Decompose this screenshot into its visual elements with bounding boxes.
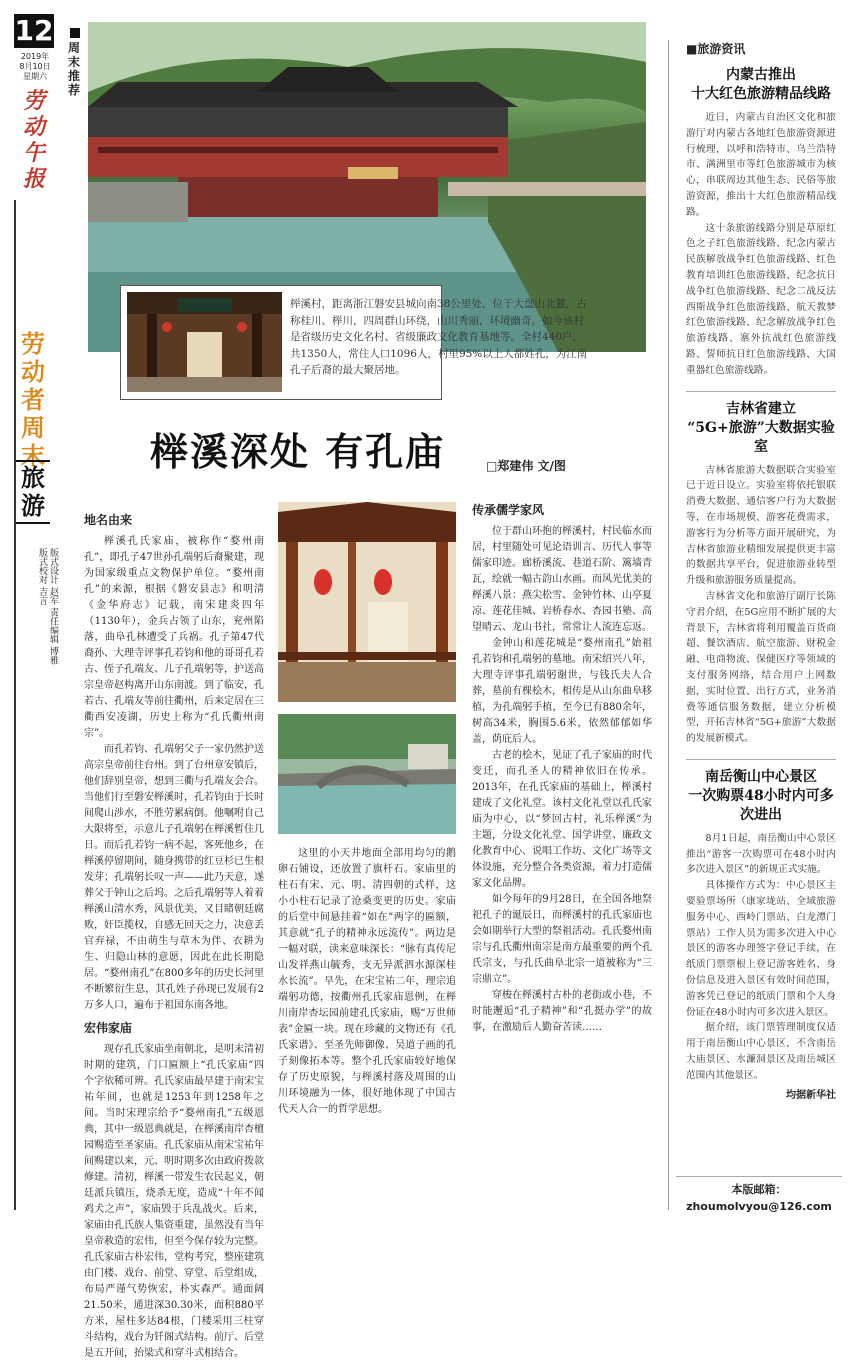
intro-text: 榉溪村，距离浙江磐安县城向南38公里处，位于大盘山北麓，古称桂川、榉川，四周群山环绕，山川秀丽，环境幽奇。如今该村是省级历史文化名村、省级廉政文化教育基地等。全村440户，共1350人，常住人口1096人，村里95%以上人都姓孔，为江南孔子后裔的最大聚居地。 <box>290 298 588 376</box>
article-paragraph: 金钟山和莲花城是“婺州南孔”始祖孔若钧和孔端躬的墓地。南宋绍兴八年，大理寺评事孔端躬谢世，与钱氏夫人合葬，墓前有棵桧木，相传是从山东曲阜移植，为孔端躬手植，至今已有880余年，树高34米，胸围5.6米，依然郁郁如华盖，荫庇后人。 <box>472 638 652 745</box>
article-column-3 <box>472 496 652 1036</box>
article-paragraph: 穿梭在榉溪村古朴的老街或小巷，不时能邂逅“孔子精神”和“孔挺办学”的故事，在激励后人勤奋苦读…… <box>472 990 652 1033</box>
pavilion-illustration <box>278 502 456 702</box>
sidebar-divider <box>668 40 669 1210</box>
news-paragraph: 据介绍，该门票管理制度仅适用于南岳衡山中心景区，不含南岳大庙景区、水濂洞景区及南岳城区范围内其他景区。 <box>686 1022 836 1081</box>
photo-stone-bridge <box>278 714 456 834</box>
page-number: 12 <box>14 14 54 47</box>
temple-interior-illustration <box>127 292 282 392</box>
section-travel: 旅游 <box>16 460 50 524</box>
weekend-recommend-label <box>68 28 82 97</box>
article-column-2 <box>278 846 456 1118</box>
headline-line-1: 内蒙古推出 <box>726 67 796 83</box>
news-headline <box>686 768 836 825</box>
article-paragraph: 榉溪孔氏家庙，被称作“婺州南孔”，即孔子47世孙孔端躬后裔聚建，现为国家级重点文物保护单位。“婺州南孔”的来源，根据《磐安县志》和明清《金华府志》记载，南宋建炎四年（1130年），金兵占领了山东，兖州陷落，曲阜孔林遭受了兵祸。孔子第47代裔孙、大理寺评事孔若钧和他的哥哥孔若古、侄子孔端友、儿子孔端躬等，护送高宗皇帝赵构离开山东南渡。到了临安，孔若古、孔端友等前往衢州，后来定居在三衢西安凌湖，历史上称为“孔氏衢州南宗”。 <box>84 536 264 739</box>
issue-day: 8月10日 <box>19 62 51 71</box>
news-body <box>686 110 836 379</box>
news-headline <box>686 66 836 104</box>
headline-line-1: 吉林省建立 <box>726 400 796 417</box>
mailbox-label: 本版邮箱： <box>731 1183 787 1196</box>
section-heading: 地名由来 <box>84 513 133 527</box>
photo-pavilion-lanterns <box>278 502 456 702</box>
headline-line-2: 一次购票48小时内可多次进出 <box>688 787 834 823</box>
news-separator <box>686 391 836 392</box>
mailbox-email[interactable]: zhoumolvyou@126.com <box>686 1200 832 1213</box>
inset-photo-temple-interior <box>127 292 282 392</box>
article-paragraph: 如今每年的9月28日，在全国各地祭祀孔子的诞辰日，而榉溪村的孔氏家庙也会如期举行大型的祭祖活动。孔氏婺州南宗与孔氏衢州南宗是南方最重要的两个孔氏宗支，与孔氏曲阜北宗一道被称为“三宗鼎立”。 <box>472 894 652 985</box>
article-paragraph: 位于群山环抱的榉溪村，村民临水而居，村里随处可见论语训言、历代人事等儒家印迹。廊桥溪流、巷道石阶、篱墙青瓦，绘就一幅古韵山水画。而风光优美的榉溪八景：燕尖松雪、金钟竹林、山亭夏凉、莲花佳城、岩桥春水、杏园书塾、高望晴云、龙山书社，常常让人流连忘返。 <box>472 526 652 633</box>
page-mailbox <box>676 1176 842 1215</box>
news-separator <box>686 759 836 760</box>
news-paragraph: 吉林省旅游大数据联合实验室已于近日设立。实验室将依托银联消费大数据、通信客户行为大数据等，在市场规模、游客花费需求，游客行为分析等方面开展研究，为吉林省旅游业精细发展提供更丰富的数据共享平台，促进旅游业转型升级和旅游服务质量提高。 <box>686 464 836 587</box>
issue-date <box>14 52 56 82</box>
issue-year: 2019年 <box>20 52 50 61</box>
stone-bridge-illustration <box>278 714 456 834</box>
article-paragraph: 现存孔氏家庙坐南朝北，是明末清初时期的建筑，门口匾额上“孔氏家庙”四个字依稀可辨。孔氏家庙最早建于南宋宝祐年间，也就是1253年到1258年之间。当时宋理宗给予“婺州南孔”五级恩典，其中一级恩典就是，在榉溪南岸杏檀园赐造至圣家庙。孔氏家庙从南宋宝祐年间赐建以来，元、明时期多次由政府拨款修建。清初，榉溪一带发生农民起义，朝廷派兵镇压，烧杀无度，造成“十年不闻鸡犬之声”，家庙毁于兵乱战火。后来，家庙由孔氏族人集资重建，虽然没有当年皇帝赦造的宏伟，但至今保存较为完整。孔氏家庙古朴宏伟，堂构考究，整座建筑由门楼、戏台、前堂、穿堂、后堂组成，布局严谨气势恢宏，朴实森严。通面阔21.50米，通进深30.30米，面积880平方米，屋柱多达84根，门楼采用三柱穿斗结构，戏台为钎阁式结构。前厅、后堂是五开间，抬梁式和穿斗式相结合。 <box>84 1044 264 1359</box>
travel-news-sidebar <box>686 40 836 1101</box>
issue-weekday: 星期六 <box>23 72 47 81</box>
news-headline <box>686 400 836 457</box>
feature-title: 榉溪深处 有孔庙 <box>150 430 446 474</box>
news-paragraph: 吉林省文化和旅游厅副厅长陈守君介绍，在5G应用不断扩展的大背景下，吉林省将利用覆盖百货商超、餐饮酒店、航空旅游、财税金融、电商物流、保健医疗等领域的支付服务网络，结合用户上网数据，实时位置、出行方式，业务消费等通信服务数据，建立分析模型，开拓吉林省“5G+旅游”大数据的发展新模式。 <box>686 590 836 745</box>
editor-credits: 版式设计 赵军 责任编辑 博雅 版式校对 吉言 <box>37 548 58 665</box>
headline-line-2: 十大红色旅游精品线路 <box>691 86 831 102</box>
news-paragraph: 具体操作方式为：中心景区主要验票场所（康家垅站、全域旅游服务中心、西岭门票站、白龙潭门票站）工作人员为需多次进入中心景区的游客办理签字登记手续，在纸质门票票根上登记游客姓名、身份信息及进入景区有效时间范围，游客凭已登记的纸质门票和个人身份证在48小时内可多次进入景区。 <box>686 880 836 1018</box>
travel-news-label: ■旅游资讯 <box>686 42 746 56</box>
headline-line-2: “5G+旅游”大数据实验室 <box>687 419 835 455</box>
news-body <box>686 831 836 1084</box>
section-heading: 宏伟家庙 <box>84 1021 133 1035</box>
section-weekend: 劳动者周末 <box>21 330 45 470</box>
section-heading: 传承儒学家风 <box>472 503 545 517</box>
recommend-text: 周末推荐 <box>68 41 81 97</box>
headline-line-1: 南岳衡山中心景区 <box>705 768 817 785</box>
feature-byline: □郑建伟 文/图 <box>486 459 566 473</box>
article-paragraph: 这里的小天井地面全部用均匀的鹅卵石铺设，还放置了旗杆石。家庙里的柱石有宋、元、明、清四朝的式样，这小小柱石记录了沧桑变更的历史。家庙的后堂中间悬挂着“如在”两字的匾额，其意就“孔子的精神永远流传”。两边是一幅对联，读来意味深长：“脉有真传尼山发祥燕山毓秀，支无异派泗水源深桂水长流”。早先，在宋宝祐二年，理宗追端躬功德，按衢州孔氏家庙恩例，在榉川南岸杏坛园前建孔氏家庙，赐“万世师表”金匾一块。现在珍藏的文物还有《孔氏家谱》、至圣先师御像、吴道子画的孔子刻像拓本等。整个孔氏家庙较好地保存了历史原貌，与榉溪村落及周围的山川环境融为一体，很好地体现了中国古代天人合一的哲学思想。 <box>278 848 456 1115</box>
news-body <box>686 463 836 747</box>
masthead-rule <box>14 200 16 1210</box>
article-paragraph: 而孔若钧、孔端躬父子一家仍然护送高宗皇帝前往台州。到了台州章安镇后，他们辞别皇帝，想到三衢与孔端友会合。当他们行至磐安榉溪时，孔若钧由于长时间爬山涉水，不胜劳累病倒。他嘱咐自己大限将至，示意儿子孔端躬在榉溪暂住几日。而后孔若钧一病不起，客死他乡，在榉溪停留期间，随身携带的红豆杉已生根发芽；孔端躬长叹一声——此乃天意，遂葬父于钟山之后坞。之后孔端躬等人着着榉溪山清水秀，风景优美，又目睹朝廷腐败，奸臣揽权，自感无回天之力，决意丢官弃禄，不由萌生与草木为伴、衣耕为生、归隐山林的意愿，因此在此长期隐居。“婺州南孔”在800多年的历史长河里不断繁衍生息，其孔姓子孙现已发展有2万多人口，遍布于祖国东南各地。 <box>84 744 264 1011</box>
article-column-1 <box>84 506 264 1362</box>
news-paragraph: 近日，内蒙古自治区文化和旅游厅对内蒙古各地红色旅游资源进行梳理，以呼和浩特市、乌兰浩特市、满洲里市等红色旅游城市为核心，串联周边其他生态、民俗等旅游资源，推出十大红色旅游精品线路。 <box>686 112 836 218</box>
news-paragraph: 8月1日起，南岳衡山中心景区推出“游客一次购票可在48小时内多次进入景区”的新规正式实施。 <box>686 832 836 876</box>
news-credit: 均据新华社 <box>786 1089 836 1101</box>
news-paragraph: 这十条旅游线路分别是草原红色之子红色旅游线路、纪念内蒙古民族解放战争红色旅游线路、红色教育培训红色旅游线路、纪念抗日战争红色旅游线路、纪念二战反法西斯战争红色旅游线路、航天教梦红色旅游线路、纪念解放战争红色旅游线路、寨外抗战红色旅游线路、誓师抗日红色旅游线路、大国重器红色旅游线路。 <box>686 222 836 376</box>
newspaper-logo: 劳动午报 <box>22 88 45 192</box>
square-bullet-icon <box>70 28 80 38</box>
article-paragraph: 古老的桧木，见证了孔子家庙的时代变迁，而孔圣人的精神依旧在传承。2013年，在孔氏家庙的基础上，榉溪村建成了文化礼堂。该村文化礼堂以孔氏家庙为中心，以“梦回古村，礼乐榉溪”为主题，分设文化礼堂、国学讲堂、廉政文化教育中心、说唱工作坊、文化广场等文体设施，充分整合各类资源，着力打造儒家文化品牌。 <box>472 750 652 889</box>
